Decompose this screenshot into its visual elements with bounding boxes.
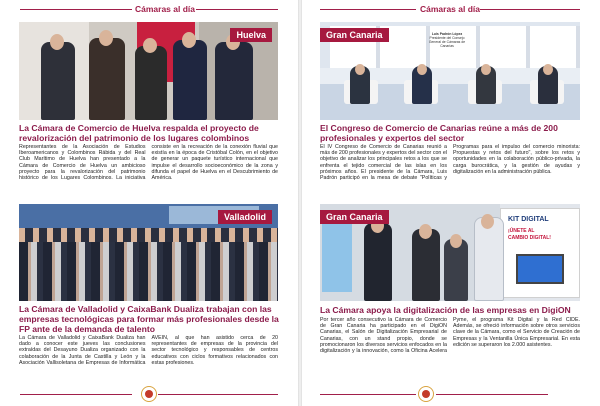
digion-tag: Gran Canaria bbox=[320, 210, 389, 224]
congreso-headline: El Congreso de Comercio de Canarias reúne a más de 200 profesionales y expertos del sector bbox=[320, 123, 558, 143]
huelva-headline: La Cámara de Comercio de Huelva respalda el proyecto de revalorización del patrimonio de los lugares colombinos bbox=[19, 123, 259, 143]
footer-rule-right bbox=[158, 394, 278, 395]
chamber-logo-icon bbox=[418, 386, 434, 402]
digion-body: Por tercer año consecutivo la Cámara de Comercio de Gran Canaria ha participado en el DigiON Canarias, el Salón de Digitalización Empresarial de Canarias, con un stand propio, donde se promocionaron los diversos servicios enfocados en la digitalización y la innovación, como la Oficina Acelera Pyme, el programa Kit Digital y la Red CIDE. Además, se ofreció información sobre otros servicios clave de la Cámara, como el Servicio de Creación de Empresas y la Ventanilla Única Empresarial. En esta edición se superaron los 2.000 asistentes. bbox=[320, 317, 580, 355]
valladolid-body: La Cámara de Valladolid y CaixaBank Dualiza han dado a conocer este jueves las conclusiones extraídas del Desayuno Dualiza organizado con la colaboración de la Junta de Castilla y León y la Asociación Vallisoletana de Empresas de Informática AVEIN, al que han asistido cerca de 20 representantes de empresas de la provincia del sector tecnológico y responsables de centros educativos con ciclos formativos relacionados con estas profesiones. bbox=[19, 335, 278, 366]
left-page bbox=[0, 0, 298, 406]
huelva-body: Representantes de la Asociación de Estudios Iberoamericanos y Colombinos Rábida y del Real Club Marítimo de Huelva han presentado a la Cámara de Comercio de Huelva un ambicioso proyecto para la revalorización del patrimonio histórico de los Lugares Colombinos. La iniciativa consiste en la recreación de la conexión fluvial que existía en la época de Cristóbal Colón, en el objetivo de generar un paquete turístico internacional que impulse el desarrollo socioeconómico de la zona y difunda el papel de Huelva en el Descubrimiento de América. bbox=[19, 144, 278, 182]
digion-headline: La Cámara apoya la digitalización de las empresas en DigiON bbox=[320, 305, 571, 315]
right-page bbox=[302, 0, 600, 406]
header-rule-left bbox=[320, 9, 416, 10]
valladolid-headline: La Cámara de Valladolid y CaixaBank Dualiza trabajan con las empresas tecnológicas para formar más profesionales desde la FP ante de la demanda de talento bbox=[19, 304, 279, 334]
header-rule-right bbox=[480, 9, 580, 10]
kit-digital-brand: KIT DIGITAL bbox=[508, 216, 549, 223]
valladolid-tag: Valladolid bbox=[218, 210, 272, 224]
huelva-tag: Huelva bbox=[230, 28, 272, 42]
kit-digital-line1: ¡ÚNETE AL bbox=[508, 228, 535, 234]
slide-speaker-role: Presidente del Consejo General de Cámaras de Canarias bbox=[428, 36, 466, 48]
header-rule-left bbox=[20, 9, 132, 10]
congreso-photo bbox=[320, 22, 580, 120]
header-rule-right bbox=[196, 9, 278, 10]
footer-rule-left bbox=[20, 394, 132, 395]
footer-rule-left bbox=[320, 394, 416, 395]
congreso-tag: Gran Canaria bbox=[320, 28, 389, 42]
congreso-body: El IV Congreso de Comercio de Canarias reunió a más de 200 profesionales y expertos del sector con el objetivo de analizar los principales retos a los que se enfrenta el tejido comercial de las islas en los próximos años. El presidente de la Cámara, Luis Padrón participó en la mesa de debate "Políticas y Programas para el impulso del comercio minorista: Propuestas y retos del futuro", sobre los retos y oportunidades en la colaboración público-privada, la carga burocrática, y la gestión de ayudas y digitalización en la administración pública. bbox=[320, 144, 580, 182]
digion-photo bbox=[320, 204, 580, 301]
running-head-left: Cámaras al día bbox=[135, 4, 196, 14]
running-head-right: Cámaras al día bbox=[420, 4, 481, 14]
huelva-photo bbox=[19, 22, 278, 120]
valladolid-photo bbox=[19, 204, 278, 301]
footer-rule-right bbox=[436, 394, 548, 395]
slide-speaker-name: Luis Padrón López bbox=[431, 32, 463, 36]
chamber-logo-icon bbox=[141, 386, 157, 402]
kit-digital-line2: CAMBIO DIGITAL! bbox=[508, 235, 551, 241]
